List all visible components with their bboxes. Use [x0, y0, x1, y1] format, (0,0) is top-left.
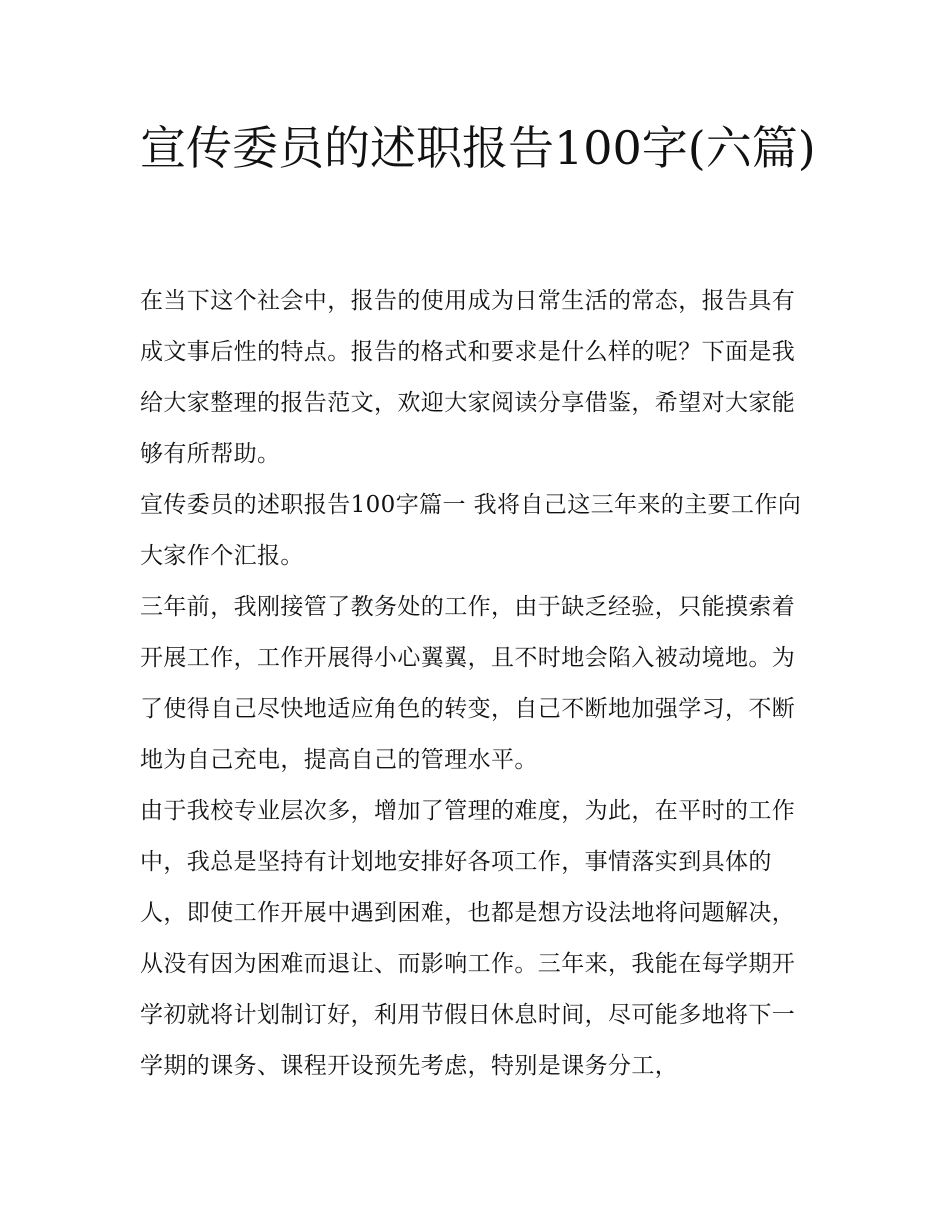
- document-title: 宣传委员的述职报告100字(六篇): [140, 121, 816, 175]
- paragraph-three-years-ago: 三年前，我刚接管了教务处的工作，由于缺乏经验，只能摸索着开展工作，工作开展得小心翼翼，且不时地会陷入被动境地。为了使得自己尽快地适应角色的转变，自己不断地加强学习，不断地为自己充电，提高自己的管理水平。: [140, 594, 796, 773]
- paragraph-intro: 在当下这个社会中，报告的使用成为日常生活的常态，报告具有成文事后性的特点。报告的格式和要求是什么样的呢？下面是我给大家整理的报告范文，欢迎大家阅读分享借鉴，希望对大家能够有所帮助。: [140, 288, 796, 467]
- document-body: [140, 276, 815, 1092]
- paragraph-planning-work: 由于我校专业层次多，增加了管理的难度，为此，在平时的工作中，我总是坚持有计划地安排好各项工作，事情落实到具体的人，即使工作开展中遇到困难，也都是想方设法地将问题解决，从没有因为困难而退让、而影响工作。三年来，我能在每学期开学初就将计划制订好，利用节假日休息时间，尽可能多地将下一学期的课务、课程开设预先考虑，特别是课务分工，: [140, 798, 796, 1079]
- paragraph-section-one-heading: 宣传委员的述职报告100字篇一 我将自己这三年来的主要工作向大家作个汇报。: [140, 492, 802, 569]
